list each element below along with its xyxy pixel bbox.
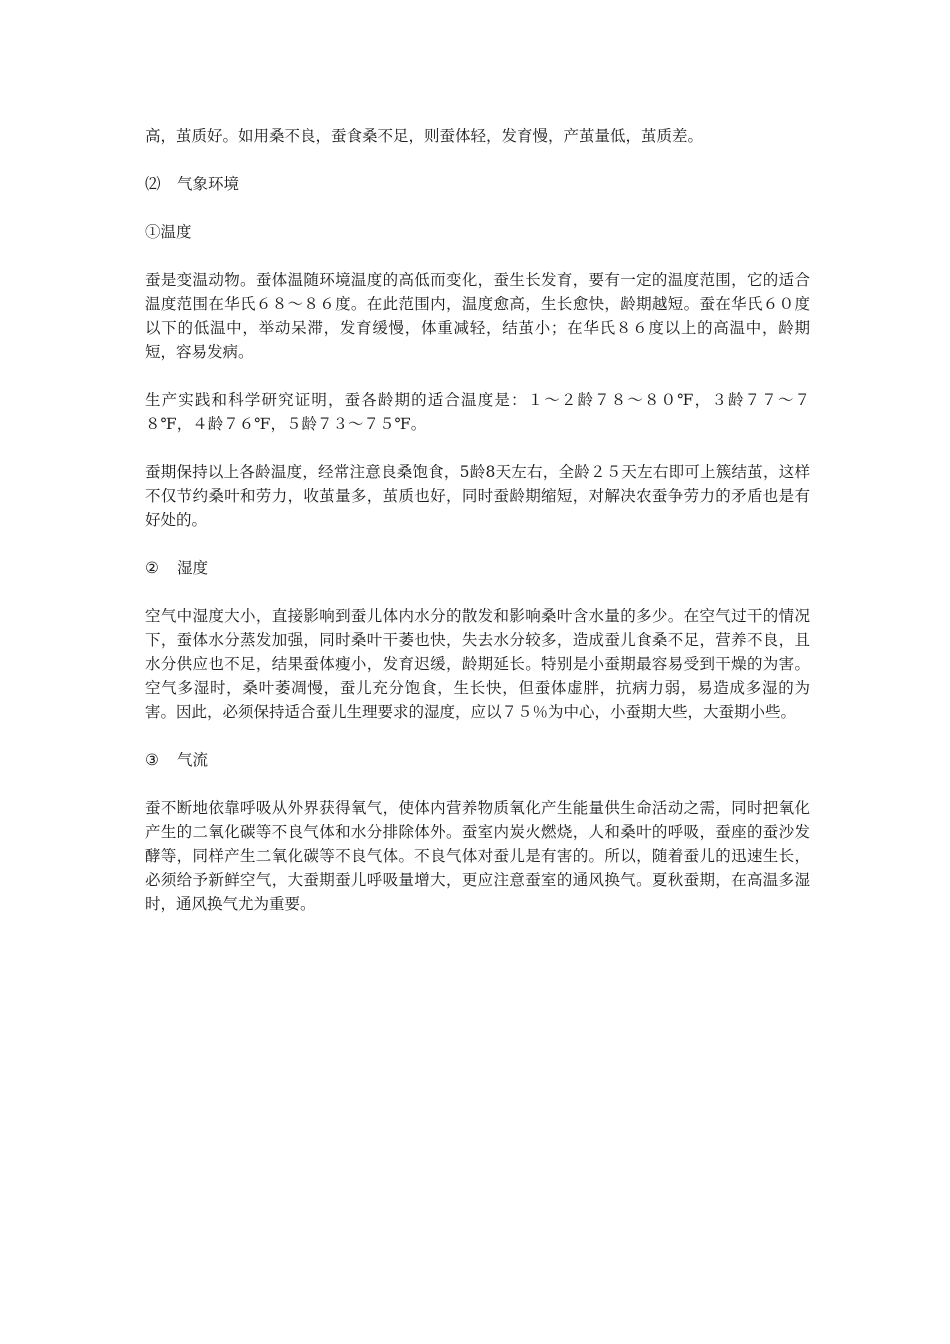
subsection-title: 气流 — [177, 751, 209, 769]
paragraph-airflow: 蚕不断地依靠呼吸从外界获得氧气，使体内营养物质氧化产生能量供生命活动之需，同时把氧化产生的二氧化碳等不良气体和水分排除体外。蚕室内炭火燃烧，人和桑叶的呼吸，蚕座的蚕沙发酵等，同样产生二氧化碳等不良气体。不良气体对蚕儿是有害的。所以，随着蚕儿的迅速生长，必须给予新鲜空气，大蚕期蚕儿呼吸量增大，更应注意蚕室的通风换气。夏秋蚕期，在高温多湿时，通风换气尤为重要。 — [145, 799, 810, 913]
paragraph-temperature-benefits: 蚕期保持以上各龄温度，经常注意良桑饱食，5龄8天左右，全龄２５天左右即可上簇结茧，这样不仅节约桑叶和劳力，收茧量多，茧质也好，同时蚕龄期缩短，对解决农蚕争劳力的矛盾也是有好处的。 — [145, 463, 810, 529]
subsection-number: ① — [145, 223, 161, 241]
paragraph-temperature-by-instar: 生产实践和科学研究证明，蚕各龄期的适合温度是：１～２龄７８～８０℉，３龄７７～７８℉，４龄７６℉，５龄７３～７５℉。 — [145, 391, 810, 433]
subsection-number: ③ — [145, 751, 159, 769]
paragraph-temperature-range: 蚕是变温动物。蚕体温随环境温度的高低而变化，蚕生长发育，要有一定的温度范围，它的适合温度范围在华氏６８～８６度。在此范围内，温度愈高，生长愈快，龄期越短。蚕在华氏６０度以下的低温中，举动呆滞，发育缓慢，体重减轻，结茧小；在华氏８６度以上的高温中，龄期短，容易发病。 — [145, 271, 810, 361]
subsection-heading-airflow — [145, 748, 810, 772]
subsection-heading-temperature — [145, 220, 810, 244]
section-heading-weather-environment — [145, 172, 810, 196]
subsection-heading-humidity — [145, 556, 810, 580]
paragraph-humidity: 空气中湿度大小，直接影响到蚕儿体内水分的散发和影响桑叶含水量的多少。在空气过干的情况下，蚕体水分蒸发加强，同时桑叶干萎也快，失去水分较多，造成蚕儿食桑不足，营养不良，且水分供应也不足，结果蚕体瘦小，发育迟缓，龄期延长。特别是小蚕期最容易受到干燥的为害。空气多湿时，桑叶萎凋慢，蚕儿充分饱食，生长快，但蚕体虚胖，抗病力弱，易造成多湿的为害。因此，必须保持适合蚕儿生理要求的湿度，应以７５％为中心，小蚕期大些，大蚕期小些。 — [145, 607, 810, 721]
section-title: 气象环境 — [177, 175, 240, 193]
paragraph-intro-continuation: 高，茧质好。如用桑不良，蚕食桑不足，则蚕体轻，发育慢，产茧量低，茧质差。 — [145, 127, 704, 145]
subsection-title: 湿度 — [177, 559, 209, 577]
subsection-title: 温度 — [160, 223, 192, 241]
subsection-number: ② — [145, 559, 159, 577]
section-number: ⑵ — [145, 175, 161, 193]
document-body — [145, 124, 810, 940]
